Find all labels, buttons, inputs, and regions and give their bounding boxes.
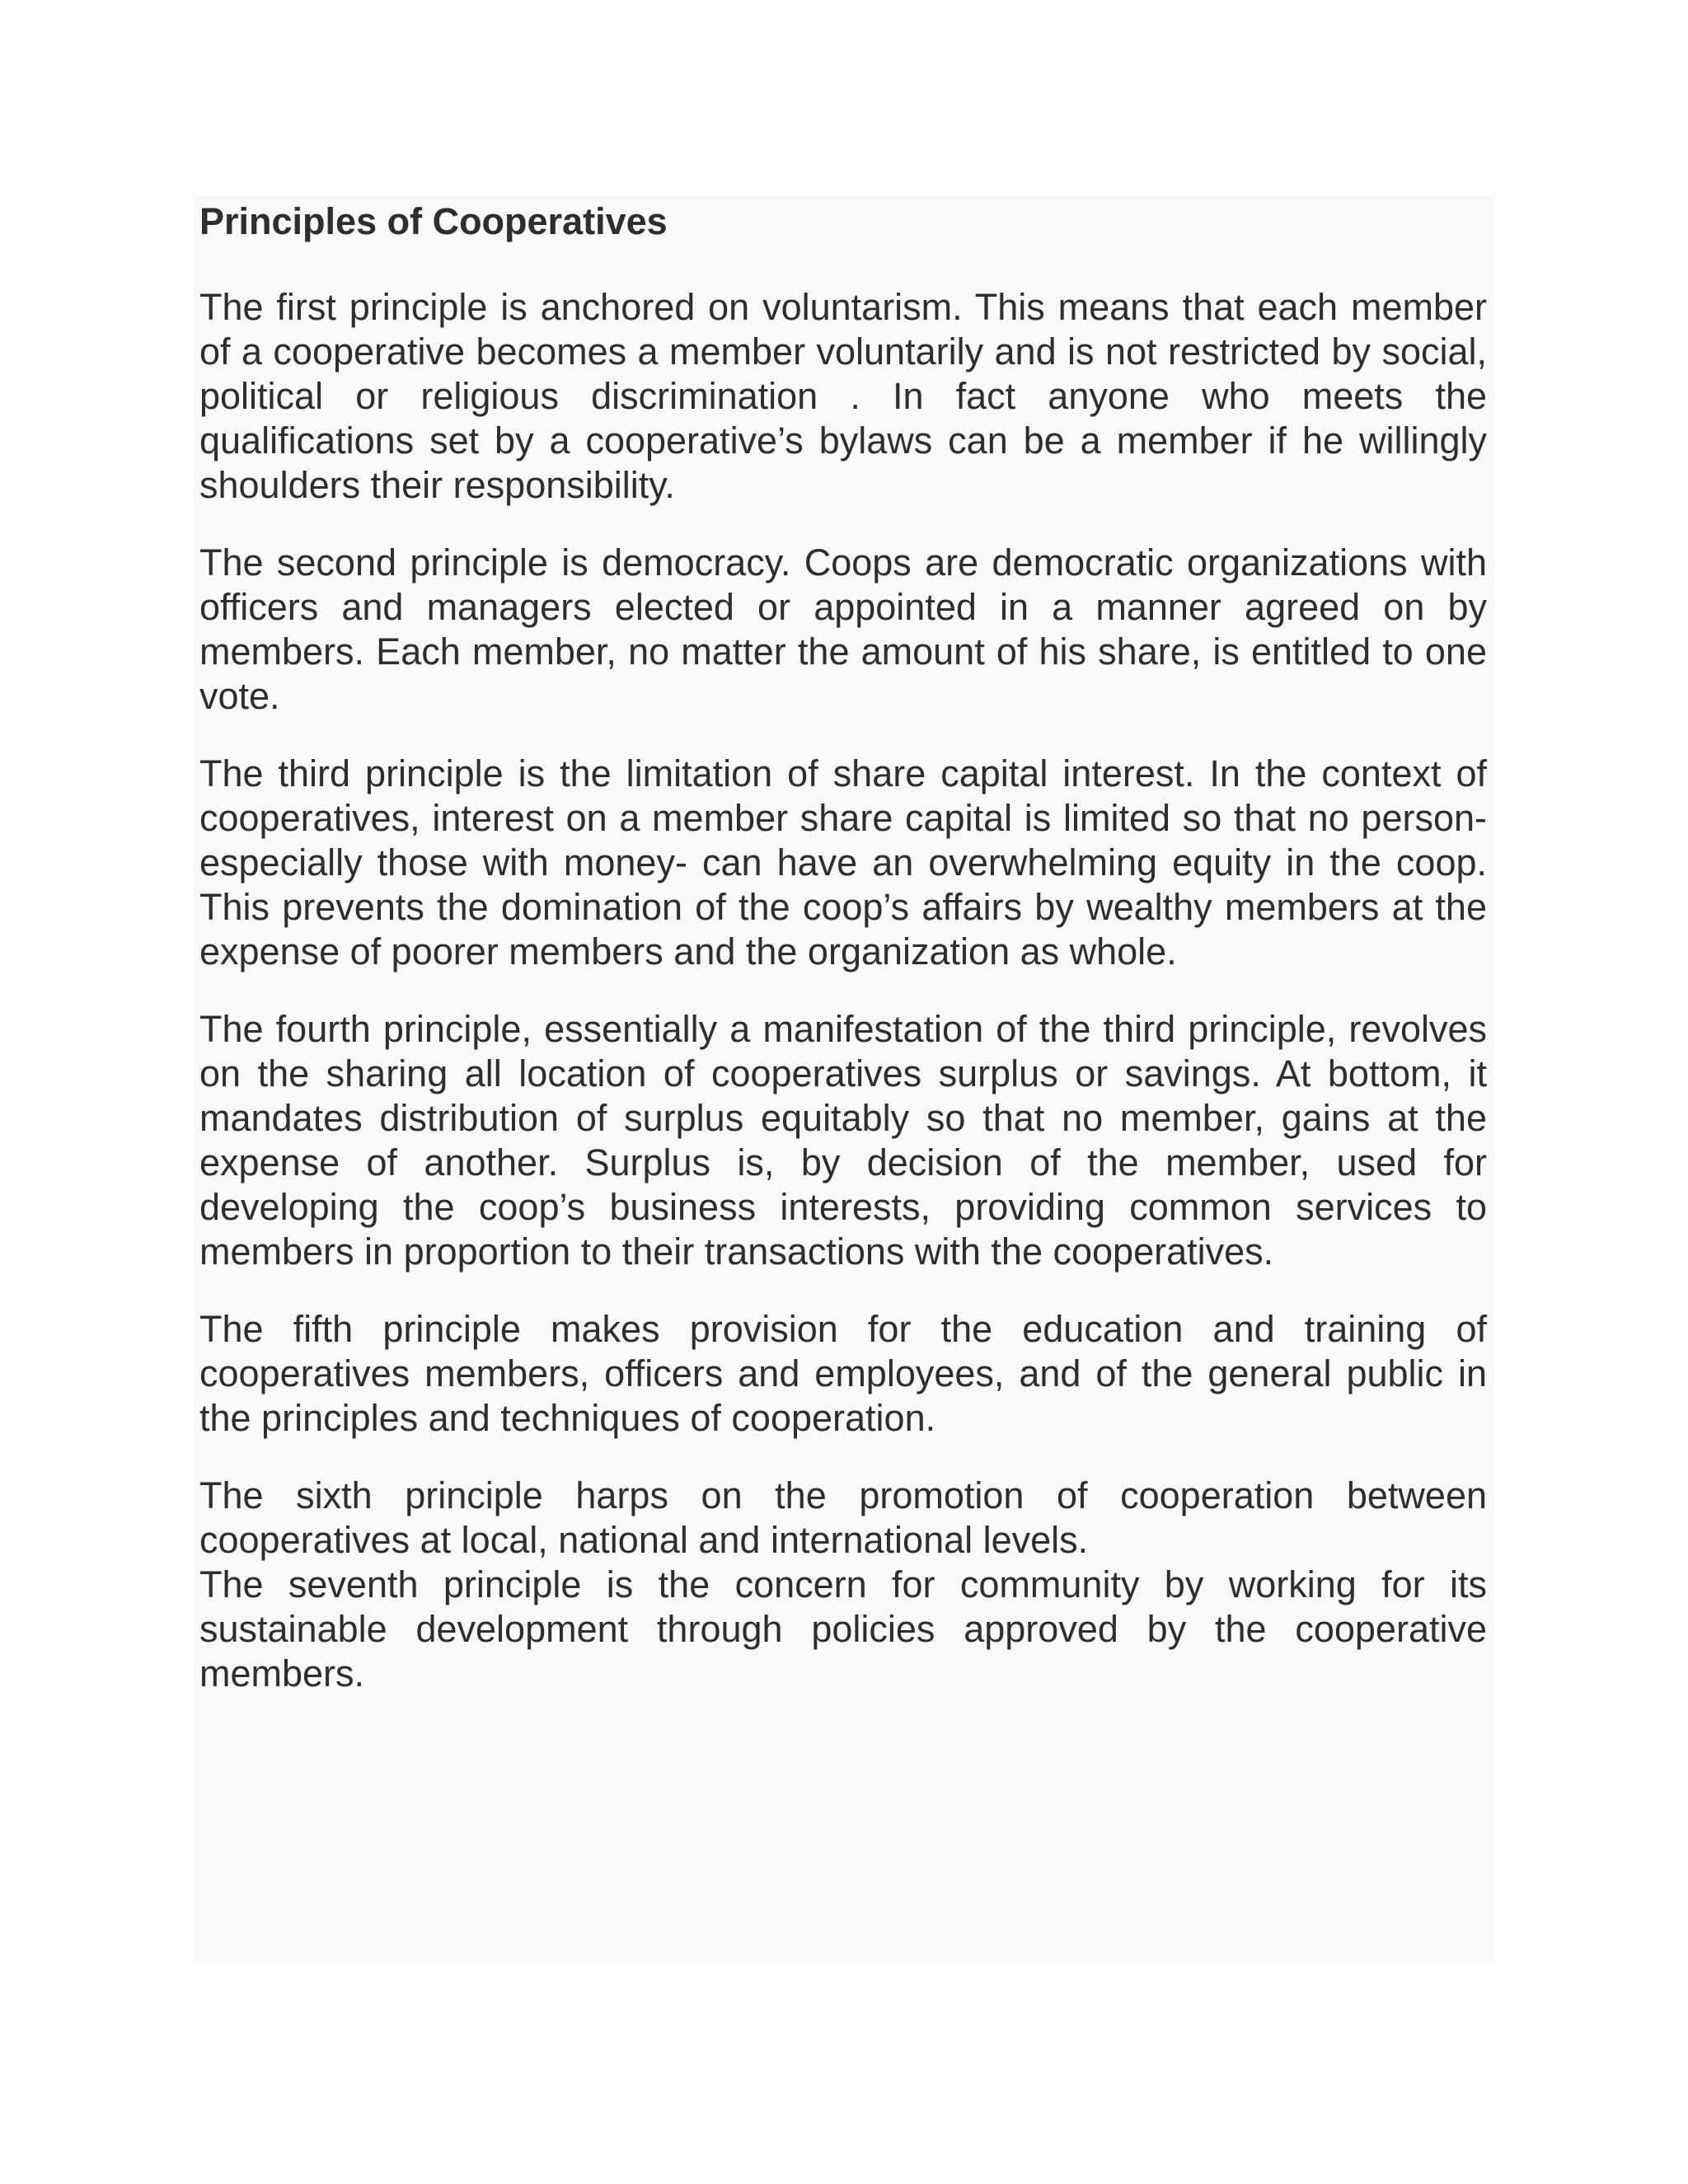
- paragraph-second-principle: The second principle is democracy. Coops are democratic organizations with officers and managers elected or appointed in a manner agreed on by members. Each member, no matter the amount of his share, is entitled to one vote.: [199, 541, 1487, 717]
- paragraph-fifth-principle: The fifth principle makes provision for the education and training of cooperatives members, officers and employees, and of the general public in the principles and techniques of cooperation.: [199, 1308, 1487, 1439]
- paragraph-seventh-principle: The seventh principle is the concern for community by working for its sustainable development through policies approved by the cooperative members.: [199, 1563, 1487, 1694]
- paragraph-fourth-principle: The fourth principle, essentially a manifestation of the third principle, revolves on the sharing all location of cooperatives surplus or savings. At bottom, it mandates distribution of surplus equitably so that no member, gains at the expense of another. Surplus is, by decision of the member, used for developing the coop’s business interests, providing common services to members in proportion to their transactions with the cooperatives.: [199, 1008, 1487, 1272]
- document-body: [199, 196, 1487, 1696]
- paragraph-sixth-principle: The sixth principle harps on the promotion of cooperation between cooperatives at local, national and international levels.: [199, 1474, 1487, 1561]
- paragraph-first-principle: The first principle is anchored on voluntarism. This means that each member of a cooperative becomes a member voluntarily and is not restricted by social, political or religious discrimination . In fact anyone who meets the qualifications set by a cooperative’s bylaws can be a member if he willingly shoulders their responsibility.: [199, 286, 1487, 506]
- document-title: Principles of Cooperatives: [199, 200, 668, 242]
- paragraph-third-principle: The third principle is the limitation of share capital interest. In the context of cooperatives, interest on a member share capital is limited so that no person- especially those with money- can have an overwhelming equity in the coop. This prevents the domination of the coop’s affairs by wealthy members at the expense of poorer members and the organization as whole.: [199, 752, 1487, 972]
